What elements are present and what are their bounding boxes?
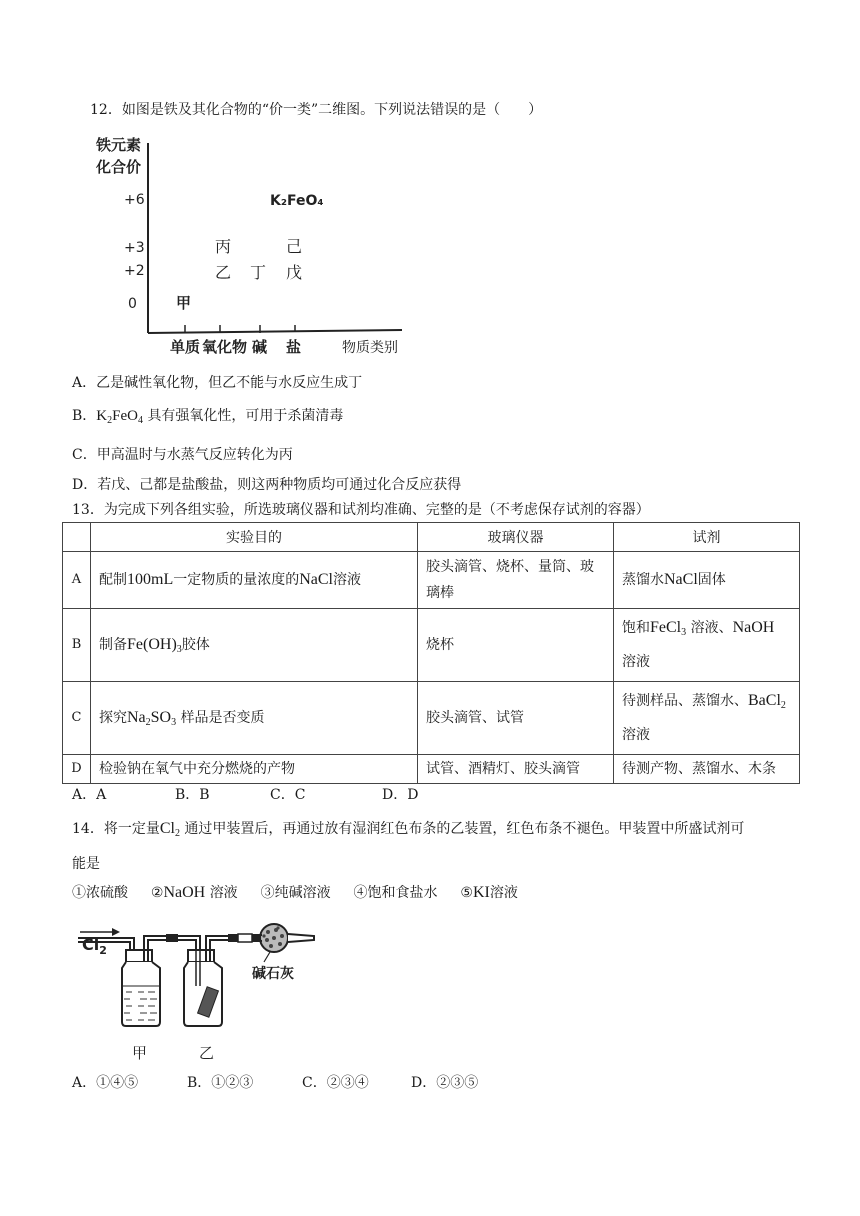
row-reagent: 待测产物、蒸馏水、木条 [614,755,800,784]
row-label: A [63,552,91,609]
table-header-row [63,523,800,552]
table-row [63,682,800,755]
point-wu: 戊 [286,263,303,282]
row-purpose: 检验钠在氧气中充分燃烧的产物 [91,755,418,784]
row-glass: 烧杯 [418,609,614,682]
row-reagent: 蒸馏水NaCl固体 [614,552,800,609]
q14-choices [72,882,518,902]
y-title-1: 铁元素 [96,136,142,154]
apparatus-diagram [78,916,328,1066]
q12-stem: 12．如图是铁及其化合物的“价一类”二维图。下列说法错误的是（ ） [90,102,543,118]
q12-option-d: D．若戊、己都是盐酸盐，则这两种物质均可通过化合反应获得 [72,477,462,493]
q14-option-a: A．①④⑤ [72,1075,139,1091]
point-ji: 己 [286,237,303,256]
point-bing: 丙 [215,237,232,256]
row-reagent: 饱和FeCl$_3$ 溶液、NaOH 溶液 [614,609,800,682]
point-yi: 乙 [215,263,232,282]
y-tick-3: +3 [124,240,145,256]
q12-option-a: A．乙是碱性氧化物，但乙不能与水反应生成丁 [72,375,363,391]
row-glass: 胶头滴管、试管 [418,682,614,755]
point-k2feo4: K₂FeO₄ [270,193,324,209]
q12-option-b: B．$K_2FeO_4$ 具有强氧化性，可用于杀菌清毒 [72,408,344,426]
header-blank [63,523,91,552]
table-row [63,552,800,609]
row-purpose: 配制100mL一定物质的量浓度的NaCl溶液 [91,552,418,609]
point-ding: 丁 [250,263,267,282]
row-glass: 试管、酒精灯、胶头滴管 [418,755,614,784]
q14-option-b: B．①②③ [187,1075,254,1091]
choice-2: ②NaOH 溶液 [150,884,238,901]
row-purpose: 探究$Na_2SO_3$ 样品是否变质 [91,682,418,755]
gas-label: $Cl_2$ [82,935,107,957]
table-row [63,609,800,682]
bottle-yi [184,936,228,1026]
q13-option-d: D．D [382,787,419,803]
point-jia: 甲 [176,294,192,312]
x-title: 物质类别 [342,340,398,356]
y-tick-2: +2 [124,263,145,279]
drying-label: 碱石灰 [252,966,294,982]
header-purpose: 实验目的 [91,523,418,552]
y-tick-6: +6 [124,192,145,208]
q13-option-a: A．A [72,787,107,803]
x-cat-element: 单质 [170,338,201,356]
label-yi: 乙 [199,1044,215,1062]
header-glass: 玻璃仪器 [418,523,614,552]
row-label: C [63,682,91,755]
x-cat-oxide: 氧化物 [202,338,248,356]
header-reagent: 试剂 [614,523,800,552]
q13-option-b: B．B [175,787,210,803]
row-reagent: 待测样品、蒸馏水、BaCl$_2$ 溶液 [614,682,800,755]
row-glass: 胶头滴管、烧杯、量筒、玻璃棒 [418,552,614,609]
q14-stem-line1: 14．将一定量$Cl_2$ 通过甲装置后，再通过放有湿润红色布条的乙装置，红色布条不褪色。甲装置中所盛试剂可 [72,820,745,839]
row-purpose: 制备$Fe(OH)_3$胶体 [91,609,418,682]
q14-option-d: D．②③⑤ [411,1075,479,1091]
y-tick-0: 0 [128,296,137,312]
choice-1: ①浓硫酸 [72,885,128,901]
q13-option-c: C．C [270,787,306,803]
row-label: B [63,609,91,682]
y-title-2: 化合价 [96,158,142,176]
x-axis [148,330,402,333]
q13-stem: 13．为完成下列各组实验，所选玻璃仪器和试剂均准确、完整的是（不考虑保存试剂的容器） [72,502,650,518]
bottle-jia [122,936,168,1026]
label-jia: 甲 [132,1044,148,1062]
q12-option-c: C．甲高温时与水蒸气反应转化为丙 [72,447,293,463]
q14-option-c: C．②③④ [302,1075,369,1091]
x-cat-salt: 盐 [286,338,302,356]
valence-class-chart [90,128,430,364]
q14-stem-line2: 能是 [72,856,100,872]
choice-4: ④饱和食盐水 [353,885,438,901]
choice-5: ⑤KI溶液 [460,884,518,901]
row-label: D [63,755,91,784]
q13-table [62,522,800,784]
x-cat-base: 碱 [252,338,268,356]
table-row [63,755,800,784]
drying-tube [260,924,314,962]
choice-3: ③纯碱溶液 [260,885,331,901]
